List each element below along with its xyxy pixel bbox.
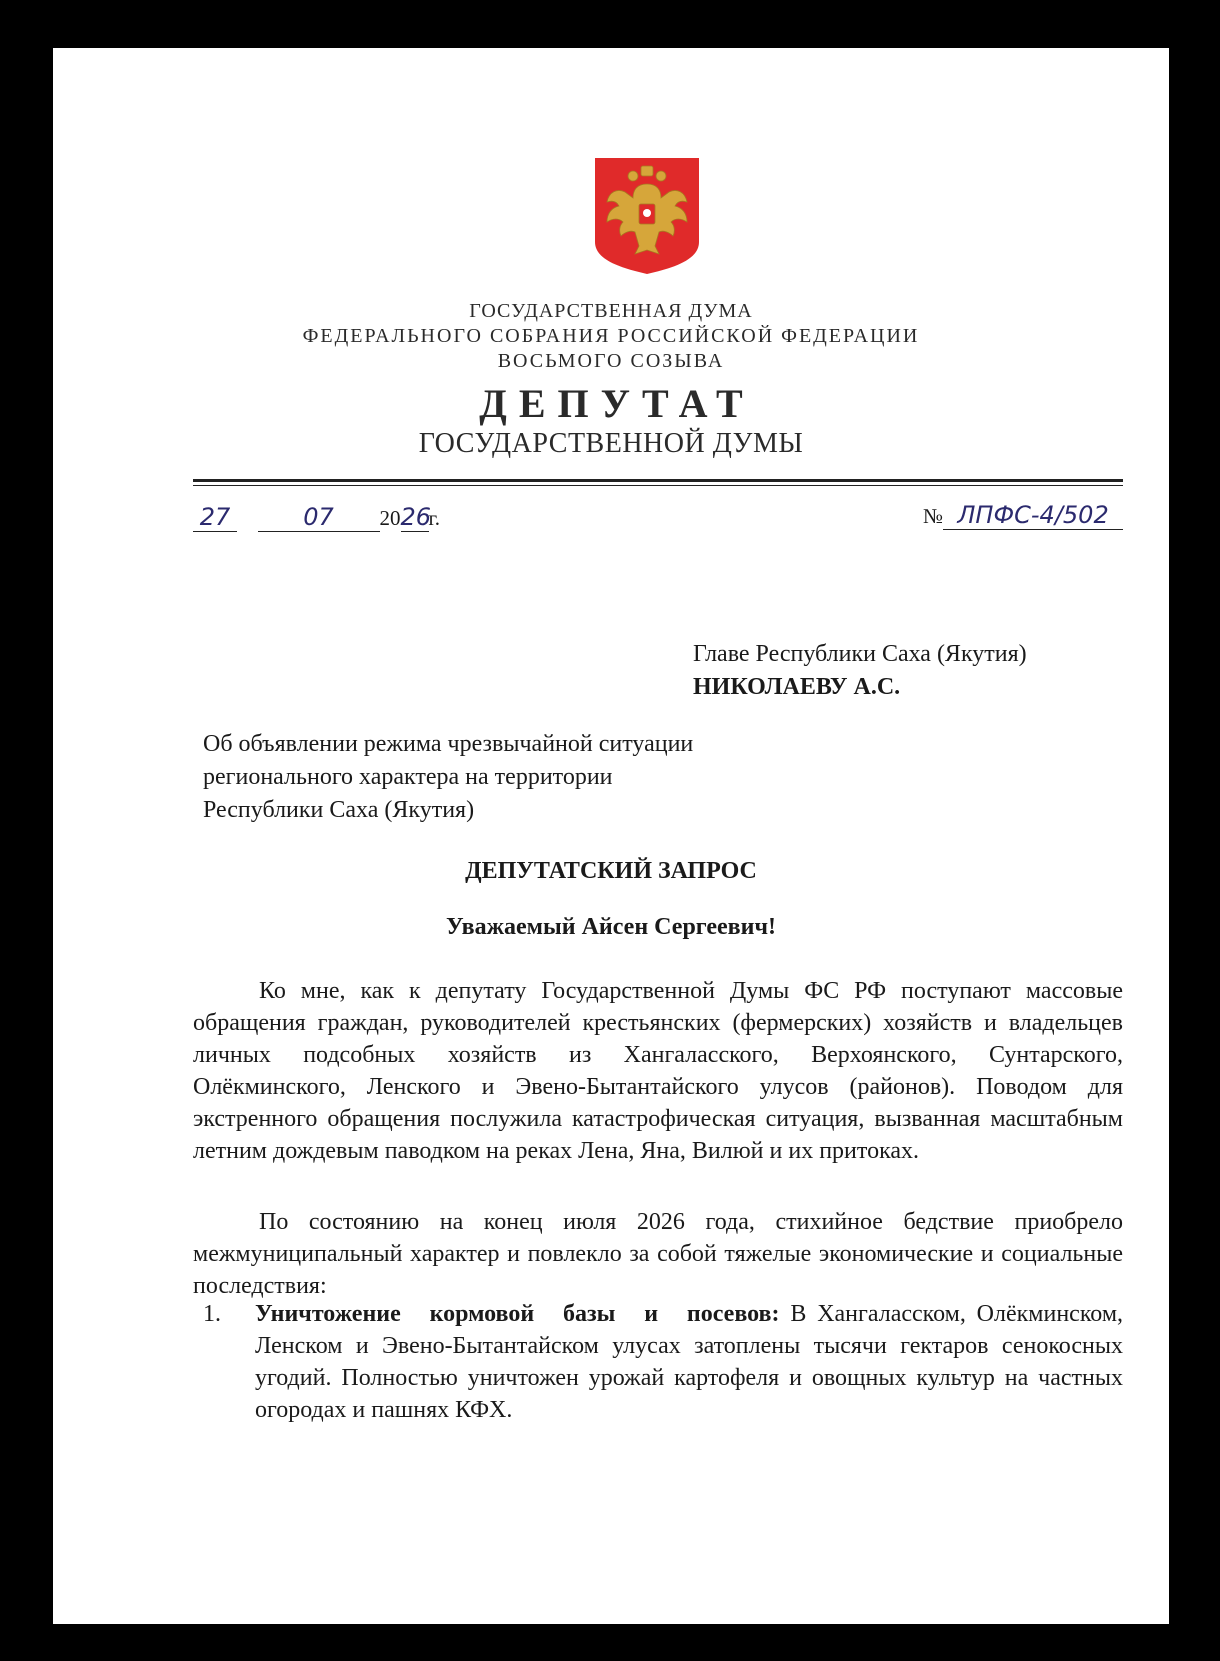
list-item-body — [255, 1298, 1123, 1426]
date-year-handwritten: 26 — [400, 503, 432, 531]
date-day-field — [193, 503, 237, 532]
list-item-lead: Уничтожение кормовой базы и посевов: — [255, 1301, 780, 1327]
date-year-unit: г. — [428, 506, 440, 530]
number-value-handwritten: ЛПФС-4/502 — [957, 501, 1109, 529]
date-month-handwritten: 07 — [303, 503, 334, 531]
date-month-field — [258, 503, 380, 532]
date-day-handwritten: 27 — [199, 503, 231, 531]
salutation: Уважаемый Айсен Сергеевич! — [446, 914, 776, 940]
date-year-field — [400, 503, 432, 532]
list-item-text: В Хангаласском, Олёкминском, Ленском и Эвено-Бытантайском улусах затоплены тысячи гектаров сенокосных угодий. Полностью уничтожен урожай картофеля и овощных культур на частных огородах и пашнях КФХ. — [255, 1301, 1124, 1423]
list-item-number: 1. — [203, 1301, 221, 1327]
subject-line-1: Об объявлении режима чрезвычайной ситуации — [203, 731, 694, 757]
recipient-position: Главе Республики Саха (Якутия) — [693, 641, 1027, 667]
outgoing-number-field — [923, 501, 1123, 530]
body-paragraph-1: Ко мне, как к депутату Государственной Думы ФС РФ поступают массовые обращения граждан, руководителей крестьянских (фермерских) хозяйств и владельцев личных подсобных хозяйств из Хангаласского, Верхоянского, Сунтарского, Олёкминского, Ленского и Эвено-Бытантайского улусов (районов). Поводом для экстренного обращения послужила катастрофическая ситуация, вызванная масштабным летним дождевым паводком на реках Лена, Яна, Вилюй и их притоках. — [193, 978, 1123, 1164]
number-sign: № — [923, 504, 944, 528]
subject-line-2: регионального характера на территории — [203, 764, 613, 790]
body-paragraph-2: По состоянию на конец июля 2026 года, стихийное бедствие приобрело межмуниципальный характер и повлекло за собой тяжелые экономические и социальные последствия: — [193, 1209, 1123, 1299]
document-page — [53, 48, 1169, 1624]
header-line-federal-assembly: ФЕДЕРАЛЬНОГО СОБРАНИЯ РОССИЙСКОЙ ФЕДЕРАЦИИ — [302, 325, 920, 347]
document-title: ДЕПУТАТСКИЙ ЗАПРОС — [465, 858, 757, 884]
header-line-convocation: ВОСЬМОГО СОЗЫВА — [497, 350, 725, 372]
header-deputy-title: ДЕПУТАТ — [479, 381, 755, 426]
recipient-name: НИКОЛАЕВУ А.С. — [693, 674, 901, 700]
number-value-field — [943, 501, 1123, 530]
date-field — [193, 503, 440, 532]
date-year-prefix: 20 — [379, 506, 401, 530]
header-rule-thick — [193, 479, 1123, 482]
subject-line-3: Республики Саха (Якутия) — [203, 797, 475, 823]
header-line-state-duma: ГОСУДАРСТВЕННАЯ ДУМА — [469, 300, 753, 322]
header-rule-thin — [193, 485, 1123, 486]
header-state-duma-subtitle: ГОСУДАРСТВЕННОЙ ДУМЫ — [418, 428, 804, 459]
coat-of-arms-emblem — [593, 156, 701, 276]
recipient-block — [693, 638, 1027, 704]
subject-block — [203, 728, 693, 827]
